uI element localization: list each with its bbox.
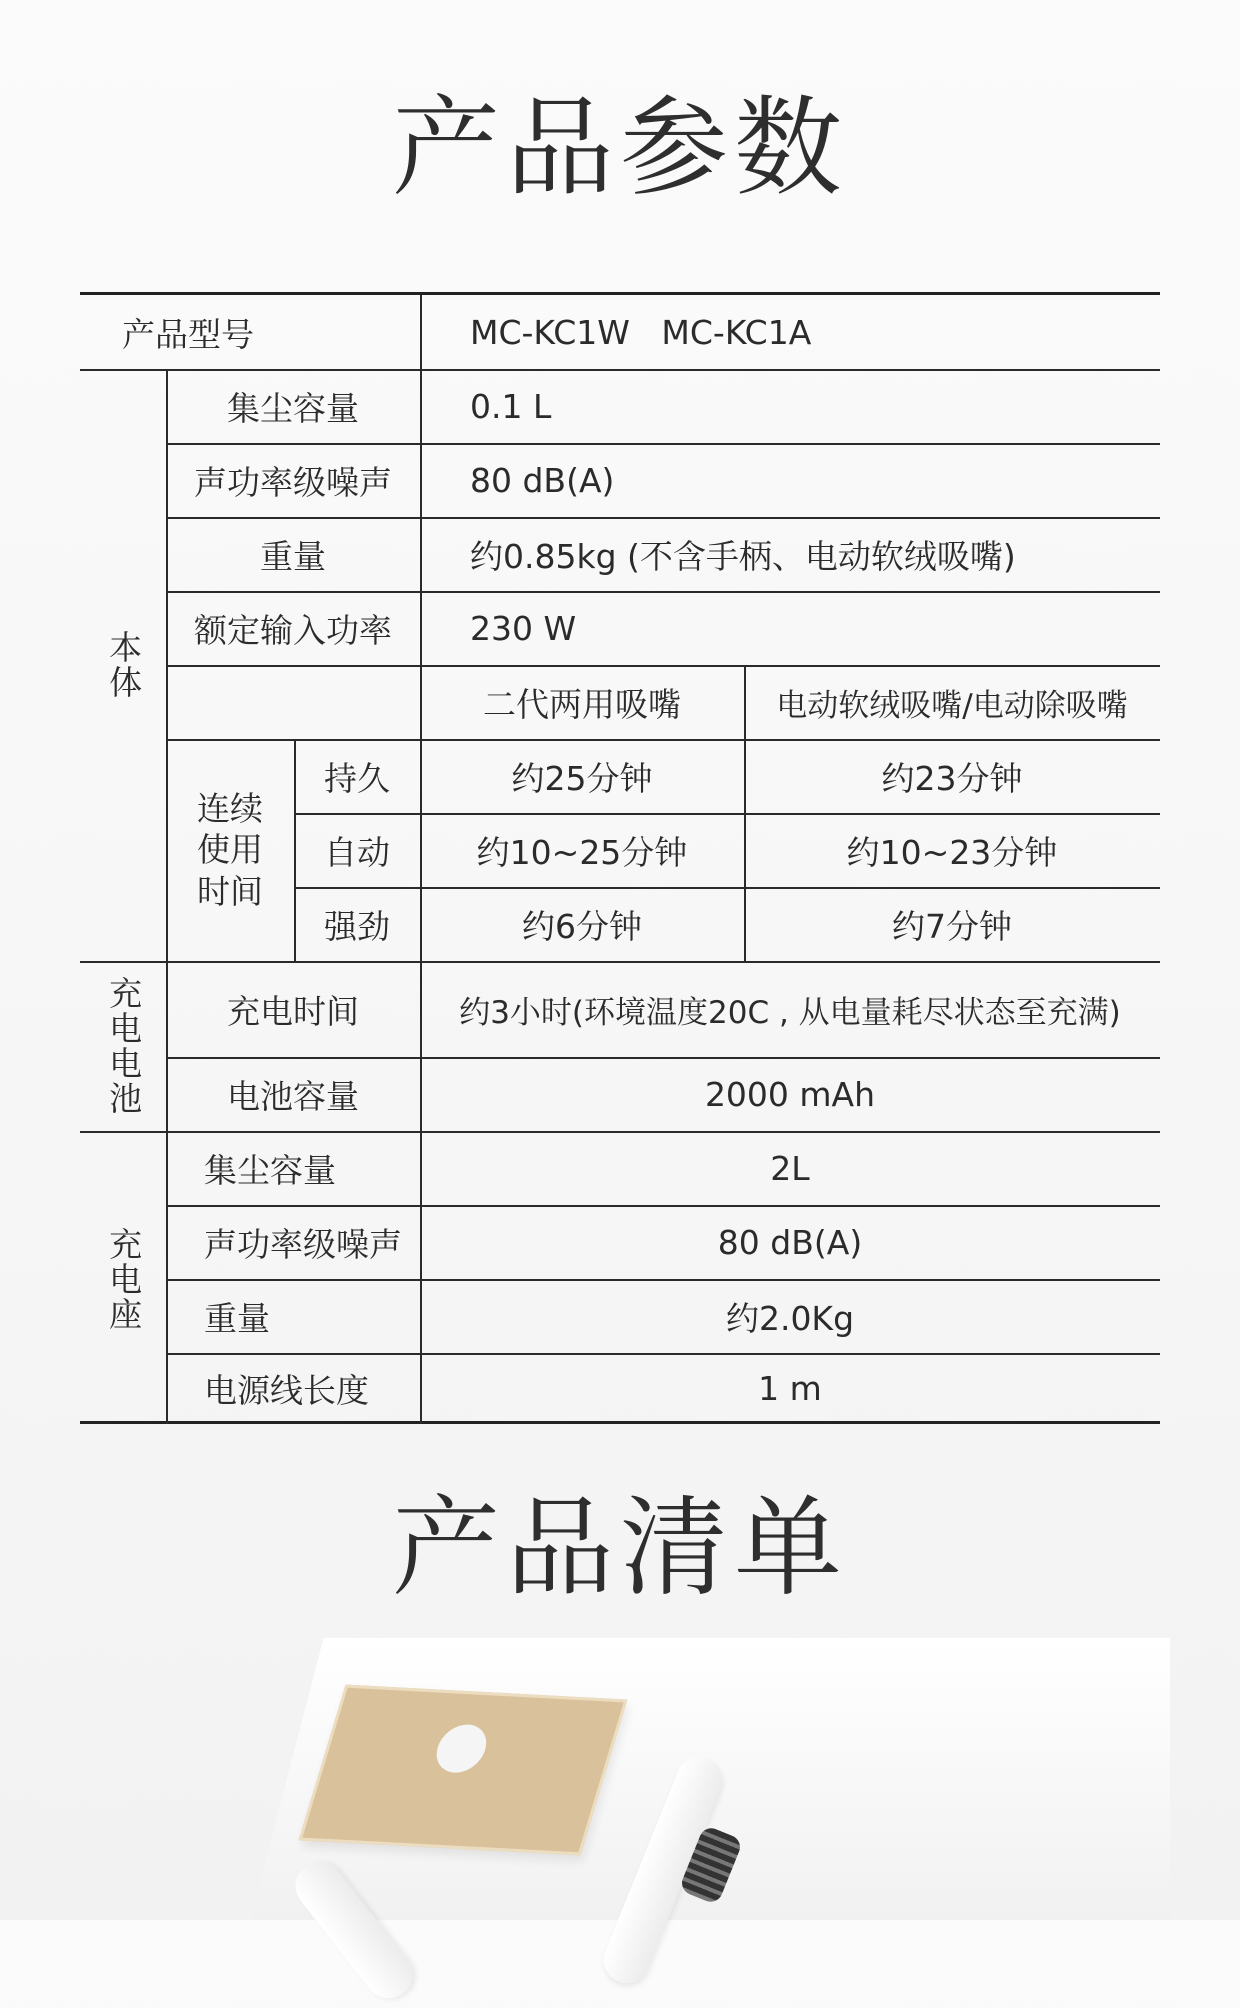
spec-label: 声功率级噪声	[194, 462, 392, 502]
group-dock-label: 充电座	[104, 1226, 144, 1332]
spec-table	[80, 292, 1160, 1424]
spec-value: 80 dB(A)	[470, 460, 615, 500]
runtime-value: 约10~23分钟	[846, 832, 1058, 872]
product-photo	[0, 1630, 1240, 1920]
spec-label: 集尘容量	[227, 388, 359, 428]
spec-value: 80 dB(A)	[717, 1222, 863, 1262]
spec-value: 1 m	[758, 1369, 822, 1408]
spec-value: 约2.0Kg	[725, 1298, 855, 1338]
mode-label: 强劲	[324, 906, 390, 946]
runtime-label-line: 连续	[197, 789, 263, 829]
page-title: 产品参数	[391, 86, 848, 211]
runtime-value: 约25分钟	[511, 758, 653, 798]
spec-label: 重量	[260, 536, 326, 576]
runtime-value: 约7分钟	[892, 906, 1012, 946]
spec-value: 2L	[770, 1148, 810, 1188]
spec-label: 电池容量	[227, 1076, 359, 1116]
spec-label: 集尘容量	[204, 1150, 336, 1190]
runtime-label-line: 使用	[197, 830, 263, 870]
runtime-label	[166, 739, 294, 961]
mode-label: 持久	[324, 758, 390, 798]
dust-bag-hole	[431, 1723, 493, 1773]
section-title: 产品清单	[391, 1486, 848, 1611]
nozzle-header: 二代两用吸嘴	[483, 684, 681, 724]
spec-value: 约3小时(环境温度20C , 从电量耗尽状态至充满)	[459, 994, 1121, 1031]
spec-label: 重量	[204, 1298, 270, 1338]
runtime-value: 约23分钟	[881, 758, 1023, 798]
runtime-value: 约6分钟	[522, 906, 642, 946]
model-value: MC-KC1W MC-KC1A	[470, 312, 812, 352]
spec-value: 0.1 L	[470, 386, 552, 426]
mode-label: 自动	[324, 832, 390, 872]
group-body-label: 本体	[104, 630, 144, 700]
runtime-label-line: 时间	[197, 871, 263, 911]
model-label: 产品型号	[122, 314, 254, 354]
spec-label: 额定输入功率	[194, 610, 392, 650]
spec-label: 充电时间	[227, 991, 359, 1031]
spec-label: 声功率级噪声	[204, 1224, 402, 1264]
spec-value: 2000 mAh	[704, 1074, 876, 1114]
runtime-value: 约10~25分钟	[476, 832, 688, 872]
nozzle-header: 电动软绒吸嘴/电动除吸嘴	[776, 687, 1128, 724]
spec-value: 约0.85kg (不含手柄、电动软绒吸嘴)	[470, 536, 1016, 576]
spec-label: 电源线长度	[204, 1371, 369, 1410]
dust-bag-image	[299, 1685, 628, 1856]
spec-value: 230 W	[470, 608, 577, 648]
group-battery-label: 充电电池	[104, 976, 144, 1116]
